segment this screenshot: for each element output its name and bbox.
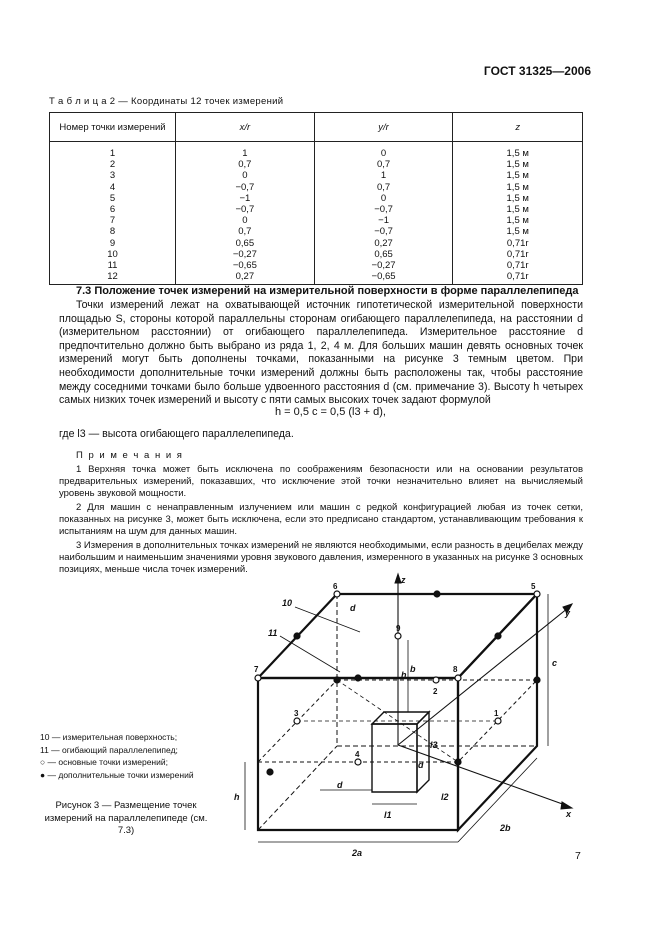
table-cell: 11: [50, 260, 176, 271]
point-2-basic: [433, 677, 439, 683]
additional-point-top-front: [355, 675, 361, 681]
point-7-basic: [255, 675, 261, 681]
table-cell: −0,7: [176, 182, 315, 193]
table-cell: −0,65: [176, 260, 315, 271]
table-cell: 0,71r: [453, 271, 583, 285]
table-cell: 1,5 м: [453, 170, 583, 181]
notes-title: П р и м е ч а н и я: [76, 450, 184, 461]
column-header-y: y/r: [314, 113, 453, 142]
table-cell: 5: [50, 193, 176, 204]
additional-point-mid-back: [334, 677, 340, 683]
label-point-5: 5: [531, 582, 536, 591]
inner-box-top: [372, 712, 429, 724]
table-cell: −0,7: [314, 226, 453, 237]
table-cell: 0: [314, 142, 453, 160]
table-cell: 0,7: [314, 182, 453, 193]
label-point-3: 3: [294, 709, 299, 718]
table-cell: −0,7: [314, 204, 453, 215]
label-2a: 2a: [352, 848, 363, 858]
label-y-axis: y: [565, 608, 571, 618]
legend-item-10: 10 — измерительная поверхность;: [40, 732, 178, 742]
table-cell: 7: [50, 215, 176, 226]
label-2b: 2b: [500, 823, 511, 833]
table-cell: 1: [50, 142, 176, 160]
height-formula: h = 0,5 c = 0,5 (l3 + d),: [275, 406, 386, 418]
table-cell: 12: [50, 271, 176, 285]
additional-point-top-back: [434, 591, 440, 597]
table-cell: 1: [314, 170, 453, 181]
label-d-right: d: [418, 760, 424, 770]
leader-11: [280, 636, 340, 672]
point-9-basic: [395, 633, 401, 639]
label-d-left: d: [337, 780, 343, 790]
column-header-point: Номер точки измерений: [50, 113, 176, 142]
table-cell: 0,71r: [453, 249, 583, 260]
label-x-axis: x: [566, 809, 572, 819]
figure-caption: Рисунок 3 — Размещение точек измерений на параллелепипеде (см. 7.3): [44, 800, 208, 836]
label-11: 11: [268, 628, 278, 638]
table-cell: 3: [50, 170, 176, 181]
point-4-basic: [355, 759, 361, 765]
additional-point-front-left: [267, 769, 273, 775]
table-cell: −1: [314, 215, 453, 226]
label-point-1: 1: [494, 709, 499, 718]
label-l3: l3: [430, 740, 438, 750]
table-cell: 0,7: [176, 226, 315, 237]
table-cell: 1,5 м: [453, 193, 583, 204]
section-paragraph: Точки измерений лежат на охватывающей источник гипотетической измерительной поверхности площадью S, стороны которой параллельны сторонам огибающего параллелепипеда, на расстоянии d (измерительном расстоянии) от огибающего параллелепипеда. Измерительное расстояние d предпочтительно должно быть выбрано из ряда 1, 2, 4 м. Для больших машин девять основных точек измерений могут быть дополнены точками, показанными на рисунке 3 темным цветом. При необходимости дополнительные точки измерений должны быть расположены так, чтобы расстояние между соседними точками было больше удвоенного расстояния d (см. примечание 3). Высоту h четырех самых низких точек измерений и высоту c пяти самых высоких точек задают формулой: [59, 299, 583, 407]
table-cell: 0,65: [314, 249, 453, 260]
table-cell: 1,5 м: [453, 159, 583, 170]
hidden-edge-bottom-left: [258, 746, 337, 830]
table-cell: 8: [50, 226, 176, 237]
table-cell: 0: [176, 170, 315, 181]
table-cell: 4: [50, 182, 176, 193]
table-cell: 0: [176, 215, 315, 226]
label-point-2: 2: [433, 687, 438, 696]
label-b: b: [410, 664, 416, 674]
label-point-6: 6: [333, 582, 338, 591]
additional-point-top-right: [495, 633, 501, 639]
column-header-z: z: [453, 113, 583, 142]
x-axis-arrow: [561, 802, 572, 809]
table-cell: 1,5 м: [453, 182, 583, 193]
table-cell: 0,71r: [453, 238, 583, 249]
table-cell: 0,7: [176, 159, 315, 170]
table-cell: 1,5 м: [453, 142, 583, 160]
label-point-7: 7: [254, 665, 259, 674]
column-header-x: x/r: [176, 113, 315, 142]
table-cell: 1,5 м: [453, 204, 583, 215]
additional-point-mid-right: [534, 677, 540, 683]
point-3-basic: [294, 718, 300, 724]
label-h-center: h: [401, 670, 407, 680]
table-cell: −0,27: [176, 249, 315, 260]
additional-point-front-right: [455, 759, 461, 765]
label-l1: l1: [384, 810, 392, 820]
section-heading: 7.3 Положение точек измерений на измерительной поверхности в форме параллелепипеда: [76, 285, 579, 297]
label-l2: l2: [441, 792, 449, 802]
label-d-top: d: [350, 603, 356, 613]
label-h-left: h: [234, 792, 240, 802]
figure-legend: [40, 731, 210, 781]
table-cell: 1,5 м: [453, 215, 583, 226]
note-2: 2 Для машин с ненаправленным излучением или машин с редкой конфигурацией любая из точек сетки, показанных на рисунке 3, может быть исключена, если это предписано стандартом, устанавливающим требования к испытаниям на шум для данных машин.: [59, 502, 583, 538]
point-5-basic: [534, 591, 540, 597]
point-1-basic: [495, 718, 501, 724]
table-cell: 10: [50, 249, 176, 260]
legend-item-additional-points: ● — дополнительные точки измерений: [40, 769, 194, 780]
note-1: 1 Верхняя точка может быть исключена по соображениям безопасности или на основании результатов предварительных измерений, показавших, что исключение этой точки незначительно влияет на вычисляемый уровень звуковой мощности.: [59, 464, 583, 500]
table-cell: −0,27: [314, 260, 453, 271]
table-cell: −1: [176, 193, 315, 204]
legend-item-11: 11 — огибающий параллелепипед;: [40, 744, 178, 755]
legend-item-basic-points: ○ — основные точки измерений;: [40, 757, 168, 768]
label-c: c: [552, 658, 558, 668]
standard-number: ГОСТ 31325—2006: [483, 64, 591, 78]
table-cell: 2: [50, 159, 176, 170]
table-cell: −0,7: [176, 204, 315, 215]
label-point-9: 9: [396, 624, 401, 633]
note-3: 3 Измерения в дополнительных точках измерений не являются необходимыми, если разность в децибелах между наибольшим и наименьшим значениями уровня звукового давления, измеренного в указанных на рисунке 3 основных позициях, меньше числа точек измерений.: [59, 540, 583, 576]
page-number: 7: [575, 850, 581, 862]
label-10: 10: [282, 598, 293, 608]
table-cell: 1,5 м: [453, 226, 583, 237]
table-cell: 9: [50, 238, 176, 249]
label-point-8: 8: [453, 665, 458, 674]
point-6-basic: [334, 591, 340, 597]
table-cell: 6: [50, 204, 176, 215]
inner-box-front: [372, 724, 417, 792]
table-cell: 0,65: [176, 238, 315, 249]
label-point-4: 4: [355, 750, 360, 759]
table-cell: 0,27: [314, 238, 453, 249]
y-axis: [398, 608, 568, 745]
table-cell: 0: [314, 193, 453, 204]
additional-point-top-left: [294, 633, 300, 639]
x-axis: [398, 745, 568, 806]
table-caption: Т а б л и ц а 2 — Координаты 12 точек измерений: [49, 96, 284, 107]
table-cell: 0,71r: [453, 260, 583, 271]
table-cell: 0,27: [176, 271, 315, 285]
table-cell: −0,65: [314, 271, 453, 285]
table-cell: 0,7: [314, 159, 453, 170]
table-cell: 1: [176, 142, 315, 160]
formula-explanation: где l3 — высота огибающего параллелепипеда.: [59, 428, 294, 440]
label-z-axis: z: [401, 575, 406, 585]
point-8-basic: [455, 675, 461, 681]
